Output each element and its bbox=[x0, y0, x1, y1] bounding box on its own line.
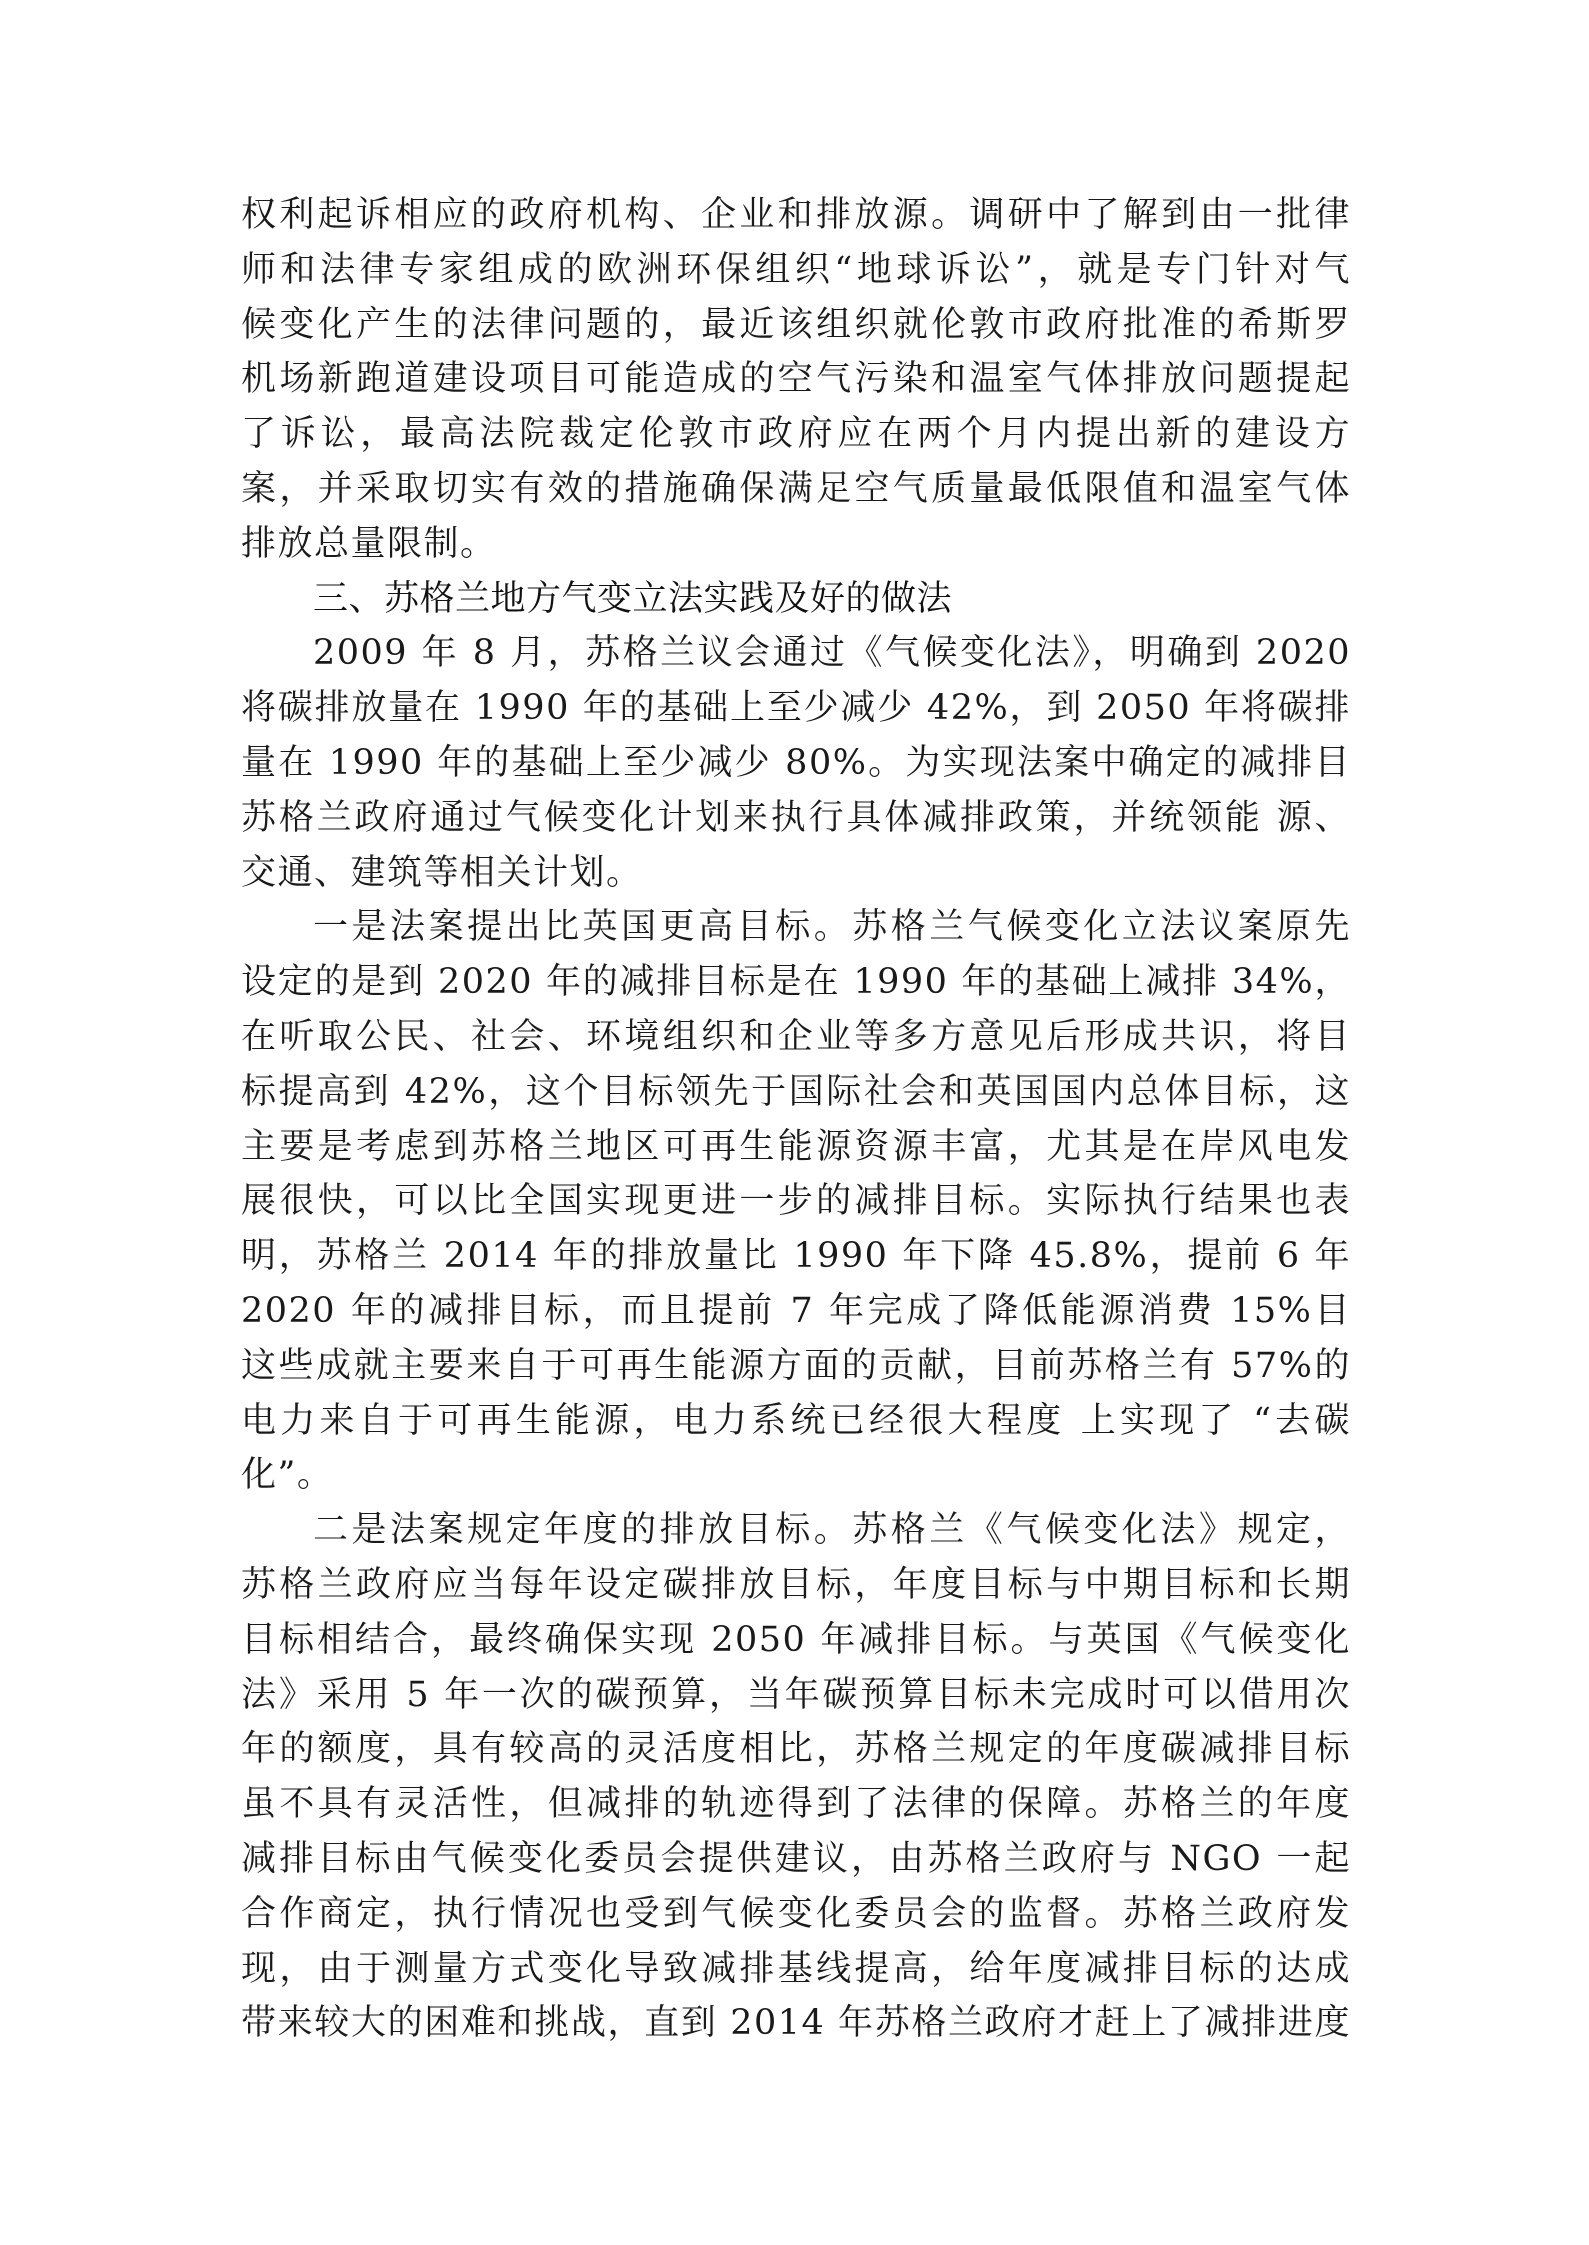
text-line: 二是法案规定年度的排放目标。苏格兰《气候变化法》规定， bbox=[313, 1510, 1351, 1551]
paragraph-4 bbox=[241, 1503, 1351, 2051]
text-line: 案，并采取切实有效的措施确保满足空气质量最低限值和温室气体 bbox=[241, 468, 1351, 509]
text-line: 排放总量限制。 bbox=[241, 523, 497, 564]
text-line: 主要是考虑到苏格兰地区可再生能源资源丰富，尤其是在岸风电发 bbox=[241, 1126, 1351, 1167]
text-line: 明，苏格兰 2014 年的排放量比 1990 年下降 45.8%，提前 6 年 bbox=[241, 1236, 1351, 1277]
text-line: 现，由于测量方式变化导致减排基线提高，给年度减排目标的达成 bbox=[241, 1948, 1351, 1989]
paragraph-3 bbox=[241, 900, 1351, 1503]
text-line: 师和法律专家组成的欧洲环保组织“地球诉讼”，就是专门针对气 bbox=[241, 249, 1351, 290]
text-line: 合作商定，执行情况也受到气候变化委员会的监督。苏格兰政府发 bbox=[241, 1893, 1351, 1934]
text-line: 虽不具有灵活性，但减排的轨迹得到了法律的保障。苏格兰的年度 bbox=[241, 1784, 1351, 1825]
text-line: 展很快，可以比全国实现更进一步的减排目标。实际执行结果也表 bbox=[241, 1181, 1351, 1222]
text-line: 法》采用 5 年一次的碳预算，当年碳预算目标未完成时可以借用次 bbox=[241, 1674, 1351, 1715]
text-line: 将碳排放量在 1990 年的基础上至少减少 42%，到 2050 年将碳排 bbox=[241, 688, 1351, 729]
text-line: 减排目标由气候变化委员会提供建议，由苏格兰政府与 NGO 一起 bbox=[241, 1838, 1351, 1879]
text-line: 设定的是到 2020 年的减排目标是在 1990 年的基础上减排 34%， bbox=[241, 962, 1351, 1003]
text-line: 苏格兰政府通过气候变化计划来执行具体减排政策，并统领能 源、 bbox=[241, 797, 1351, 838]
text-line: 带来较大的困难和挑战，直到 2014 年苏格兰政府才赶上了减排进度 bbox=[241, 2003, 1351, 2044]
text-line: 这些成就主要来自于可再生能源方面的贡献，目前苏格兰有 57%的 bbox=[241, 1345, 1351, 1386]
text-line: 了诉讼，最高法院裁定伦敦市政府应在两个月内提出新的建设方 bbox=[241, 414, 1351, 455]
text-line: 量在 1990 年的基础上至少减少 80%。为实现法案中确定的减排目 bbox=[241, 742, 1351, 783]
text-line: 年的额度，具有较高的灵活度相比，苏格兰规定的年度碳减排目标 bbox=[241, 1729, 1351, 1770]
text-line: 标提高到 42%，这个目标领先于国际社会和英国国内总体目标，这 bbox=[241, 1071, 1351, 1112]
text-line: 2009 年 8 月，苏格兰议会通过《气候变化法》，明确到 2020 bbox=[313, 633, 1351, 674]
text-line: 苏格兰政府应当每年设定碳排放目标，年度目标与中期目标和长期 bbox=[241, 1564, 1351, 1605]
text-line: 目标相结合，最终确保实现 2050 年减排目标。与英国《气候变化 bbox=[241, 1619, 1351, 1660]
section-heading: 三、苏格兰地方气变立法实践及好的做法 bbox=[313, 578, 953, 619]
paragraph-1 bbox=[241, 188, 1351, 572]
text-line: 2020 年的减排目标，而且提前 7 年完成了降低能源消费 15%目 bbox=[241, 1290, 1351, 1331]
paragraph-2 bbox=[241, 626, 1351, 900]
text-line: 交通、建筑等相关计划。 bbox=[241, 852, 643, 893]
text-line: 在听取公民、社会、环境组织和企业等多方意见后形成共识，将目 bbox=[241, 1016, 1351, 1057]
text-line: 机场新跑道建设项目可能造成的空气污染和温室气体排放问题提起 bbox=[241, 359, 1351, 400]
text-line: 权利起诉相应的政府机构、企业和排放源。调研中了解到由一批律 bbox=[241, 195, 1351, 235]
text-line: 化”。 bbox=[241, 1455, 334, 1496]
document-body bbox=[241, 188, 1351, 2051]
text-line: 电力来自于可再生能源，电力系统已经很大程度 上实现了 “去碳 bbox=[241, 1400, 1351, 1441]
text-line: 候变化产生的法律问题的，最近该组织就伦敦市政府批准的希斯罗 bbox=[241, 304, 1351, 345]
text-line: 一是法案提出比英国更高目标。苏格兰气候变化立法议案原先 bbox=[313, 907, 1351, 948]
